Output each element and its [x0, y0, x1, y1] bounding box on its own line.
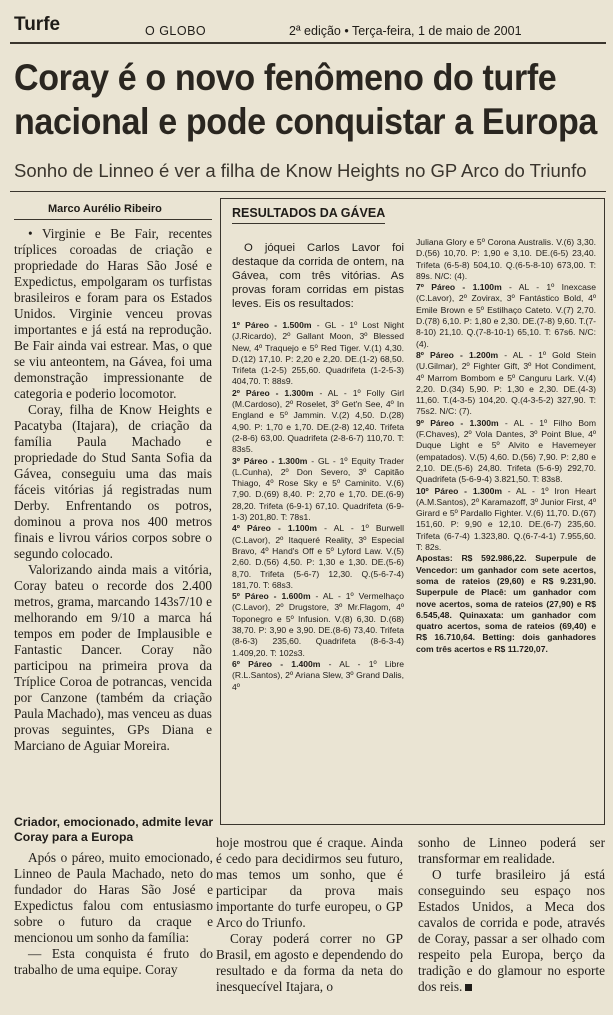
paragraph: [418, 867, 605, 995]
betting-summary: Apostas: R$ 592.986,22. Superpule de Vencedor: um ganhador com sete acertos, soma de rateios (29,60) e R$ 9.231,90. Superpule de Placê: um ganhador com nove acertos, soma de rateios (27,90) e R$ 6.545,48. Quinaxata: um ganhador com quatro acertos, soma de rateios (69,40) e R$ 16.710,64. Betting: dois ganhadores com três acertos e R$ 11.720,07.: [416, 553, 596, 654]
paragraph: Coray poderá correr no GP Brasil, em agosto e dependendo do resultado e da forma da neta do inesquecível Itajara, o: [216, 931, 403, 994]
results-box-title: RESULTADOS DA GÁVEA: [232, 206, 385, 224]
race-result: 3º Páreo - 1.300m - GL - 1º Equity Trader (L.Cunha), 2º Don Severo, 3º Capitão Thiago, 4º Rose Sky e 5º Caminito. V.(6) 7,90. D.(69) 8,40. P: 2,70 e 1,70. DE.(6-9) 28,20. Trifeta (6-9-1) 67,10. Quadrifeta (6-9-1-3) 201,80. T: 78s1.: [232, 455, 404, 523]
paragraph-text: O turfe brasileiro já está conseguindo seu espaço nos Estados Unidos, a Meca dos cavalos de corrida e pode, através de Coray, passar a ser olhado com respeito pela Europa, berço da tradição e do glamour no esporte dos reis.: [418, 867, 605, 994]
paragraph: hoje mostrou que é craque. Ainda é cedo para decidirmos seu futuro, mas temos um sonho, que é participar da prova mais importante do turfe europeu, o GP Arco do Triunfo.: [216, 835, 403, 930]
paragraph: Coray, filha de Know Heights e Pacatyba (Itajara), de criação da família Paula Machado e propriedade do Stud Santa Sofia da Gávea, conseguiu uma das mais fáceis vitórias já registradas num Derby. Enfrentando os potros, dominou a prova nos 400 metros finais e livrou vários corpos sobre o segundo colocado.: [14, 402, 212, 561]
race-result: 8º Páreo - 1.200m - AL - 1º Gold Stein (U.Gilmar), 2º Fighter Gift, 3º Hot Condiment, 4º Marrom Bombom e 5º Canguru Lark. V.(4) 2,20. D.(34) 5,90. P: 1,30 e 2,30. DE.(4-3) 11,60. T.(4-3-5) 104,20. Q.(4-3-5-2) 327,90. T: 75s2. N/C: (7).: [416, 349, 596, 417]
race-result: 4º Páreo - 1.100m - AL - 1º Burwell (C.Lavor), 2º Itaqueré Reality, 3º Especial Bravo, 4º Hand's Off e 5º Lyford Law. V.(5) 2,60. D.(56) 4,50. P: 1,30 e 1,30. DE.(5-6) 8,70. Trifeta (5-6-7) 12,30. Q.(5-6-7-4) 181,70. T: 68s3.: [232, 523, 404, 590]
subhead-rule: [10, 191, 606, 192]
race-result: 5º Páreo - 1.600m - AL - 1º Vermelhaço (C.Lavor), 2º Drugstore, 3º Mr.Flagom, 4º Toponegro e 5º Infusion. V.(8) 6,30. D.(68) 38,70. P: 3,90 e 3,90. DE.(8-6) 73,40. Trifeta (8-6-3) 235,60. Quadrifeta (8-6-3-4) 1.409,20. T: 102s3.: [232, 591, 404, 658]
race-result: 9º Páreo - 1.300m - AL - 1º Filho Bom (F.Chaves), 2º Vola Dantes, 3º Point Blue, 4º Duque Light e 5º Alvito e Havemeyer (empatados). V.(5) 4,60. D.(56) 7,90. P: 2,80 e 2,10. DE.(5-6) 24,80. Trifeta (5-6-9) 292,70. Quadrifeta (5-6-9-4) 3.821,50. T: 83s8.: [416, 417, 596, 485]
paragraph: — Esta conquista é fruto do trabalho de uma equipe. Coray: [14, 946, 213, 977]
race-result: Juliana Glory e 5º Corona Australis. V.(6) 3,30. D.(56) 10,70. P: 1,90 e 3,10. DE.(6-5) 23,40. Trifeta (6-5-8) 504,10. Q.(6-5-8-10) 673,00. T: 89s. N/C: (4).: [416, 237, 596, 281]
article-column-lower-1: [14, 850, 213, 978]
results-column-left: [232, 320, 404, 693]
article-column-lower-2: [216, 835, 403, 995]
section-subtitle: Criador, emocionado, admite levar Coray para a Europa: [14, 815, 214, 844]
results-column-right: [416, 237, 596, 655]
newspaper-name: O GLOBO: [145, 24, 207, 38]
edition-date: 2ª edição • Terça-feira, 1 de maio de 2001: [289, 24, 522, 38]
subheadline: Sonho de Linneo é ver a filha de Know Heights no GP Arco do Triunfo: [14, 160, 587, 181]
byline-rule: [14, 219, 212, 220]
results-intro: O jóquei Carlos Lavor foi destaque da corrida de ontem, na Gávea, com três vitórias. As provas foram corridas em pistas leves. Eis os resultados:: [232, 242, 404, 310]
article-column-1: [14, 226, 212, 754]
byline: Marco Aurélio Ribeiro: [48, 203, 162, 215]
race-result: 2º Páreo - 1.300m - AL - 1º Folly Girl (M.Cardoso), 2º Roselet, 3º Get'n See, 4º In England e 5º Jammin. V.(2) 4,50. D.(28) 4,90. P: 1,70 e 1,70. DE.(2-8) 12,40. Trifeta (2-8-6) 63,00. Quadrifeta (2-8-6-7) 110,70. T: 83s5.: [232, 387, 404, 455]
top-rule: [10, 42, 606, 44]
paragraph: sonho de Linneo poderá ser transformar em realidade.: [418, 835, 605, 866]
headline-line-1: Coray é o novo fenômeno do turfe: [14, 57, 557, 98]
race-result: 1º Páreo - 1.500m - GL - 1º Lost Night (J.Ricardo), 2º Gallant Moon, 3º Blessed New, 4º Traquejo e 5º Red Tiger. V.(1) 4,30. D.(12) 17,10. P: 2,20 e 2,20. DE.(1-2) 68,50. Trifeta (1-2-5) 255,60. Quadrifeta (1-2-5-3) 404,70. T: 88s9.: [232, 320, 404, 387]
paragraph: Valorizando ainda mais a vitória, Coray bateu o recorde dos 2.400 metros, grama, marcando 143s7/10 e melhorando em 9/10 a marca há tempos em poder de Implausible e Fantastic Dancer. Coray não participou na primeira prova da Tríplice Coroa de potrancas, vencida por Canzone (também da criação Paula Machado), mas venceu as duas provas seguintes, GPs Diana e Marciano de Aguiar Moreira.: [14, 562, 212, 753]
end-of-article-mark: [465, 984, 472, 991]
paragraph: Após o páreo, muito emocionado, Linneo de Paula Machado, neto do fundador do Haras São José e Expedictus falou com entusiasmo sobre o futuro da craque e mencionou um sonho da família:: [14, 850, 213, 945]
headline-line-2: nacional e pode conquistar a Europa: [14, 101, 597, 142]
race-result: 10º Páreo - 1.300m - AL - 1º Iron Heart (A.M.Santos), 2º Karamazoff, 3º Junior First, 4º Girard e 5º Pardallo Fighter. V.(6) 11,70. D.(67) 151,60. P: 9,90 e 12,10. DE.(6-7) 235,60. Trifeta (6-7-4) 1.323,80. Q.(6-7-4-1) 7.955,60. T: 82s.: [416, 485, 596, 553]
article-column-lower-3: [418, 835, 605, 995]
section-title: Turfe: [14, 14, 61, 35]
race-result: 6º Páreo - 1.400m - AL - 1º Libre (R.L.Santos), 2º Ariana Slew, 3º Grand Dalis, 4º: [232, 658, 404, 692]
race-result: 7º Páreo - 1.100m - AL - 1º Inexcase (C.Lavor), 2º Zovirax, 3º Fantástico Bold, 4º Emile Brown e 5º Estilhaço Cateto. V.(7) 2,70. D.(78) 6,10. P: 1,80 e 2,30. DE.(7-8) 9,60. T.(7-8-10) 21,10. Q.(7-8-10-1) 65,10. T: 67s6. N/C: (4).: [416, 282, 596, 349]
paragraph: • Virginie e Be Fair, recentes tríplices coroadas de criação e propriedade do Haras São José e Expedictus, empolgaram os turfistas brasileiros e foram para os Estados Unidos. Virginie venceu provas importantes e já está na reprodução. Be Fair ainda vai estrear. Mas, o que se viu anteontem, na Gávea, foi uma demonstração impressionante de categoria e poderio locomotor.: [14, 226, 212, 401]
headline: [14, 56, 597, 144]
